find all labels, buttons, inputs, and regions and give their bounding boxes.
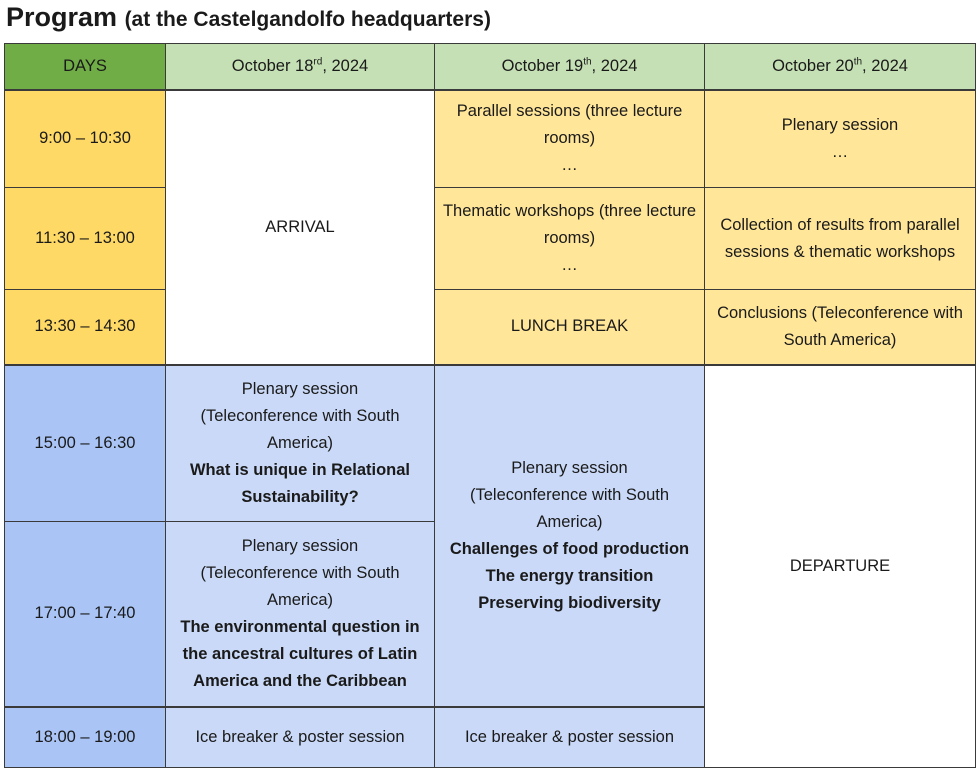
- header-date-oct19: October 19th, 2024: [435, 44, 705, 90]
- program-table: [4, 43, 976, 768]
- oct18-icebreaker: Ice breaker & poster session: [166, 707, 435, 768]
- table-row: [5, 188, 976, 290]
- time-slot: 15:00 – 16:30: [5, 365, 166, 522]
- departure-cell: DEPARTURE: [705, 365, 976, 768]
- time-slot: 11:30 – 13:00: [5, 188, 166, 290]
- title-main: Program: [6, 2, 118, 32]
- table-row: [5, 365, 976, 522]
- time-slot: 13:30 – 14:30: [5, 290, 166, 365]
- oct19-thematic-workshops: Thematic workshops (three lecture rooms) …: [435, 188, 705, 290]
- oct18-plenary-session-2: Plenary session (Teleconference with South America) The environmental question in the ancestral cultures of Latin America and the Caribbean: [166, 522, 435, 707]
- oct20-conclusions: Conclusions (Teleconference with South America): [705, 290, 976, 365]
- time-slot: 9:00 – 10:30: [5, 90, 166, 188]
- table-row: [5, 90, 976, 188]
- header-date-oct18: October 18rd, 2024: [166, 44, 435, 90]
- oct19-plenary-session: Plenary session (Teleconference with South America) Challenges of food production The energy transition Preserving biodiversity: [435, 365, 705, 707]
- oct20-collection-results: Collection of results from parallel sessions & thematic workshops: [705, 188, 976, 290]
- header-date-oct20: October 20th, 2024: [705, 44, 976, 90]
- table-row: [5, 290, 976, 365]
- oct19-parallel-sessions: Parallel sessions (three lecture rooms) …: [435, 90, 705, 188]
- time-slot: 18:00 – 19:00: [5, 707, 166, 768]
- time-slot: 17:00 – 17:40: [5, 522, 166, 707]
- page-title: [6, 0, 491, 37]
- header-row: [5, 44, 976, 90]
- header-days: DAYS: [5, 44, 166, 90]
- arrival-cell: ARRIVAL: [166, 90, 435, 365]
- oct19-lunch-break: LUNCH BREAK: [435, 290, 705, 365]
- oct20-plenary-session: Plenary session …: [705, 90, 976, 188]
- oct18-plenary-session-1: Plenary session (Teleconference with South America) What is unique in Relational Sustainability?: [166, 365, 435, 522]
- oct19-icebreaker: Ice breaker & poster session: [435, 707, 705, 768]
- title-subtitle: (at the Castelgandolfo headquarters): [124, 8, 491, 31]
